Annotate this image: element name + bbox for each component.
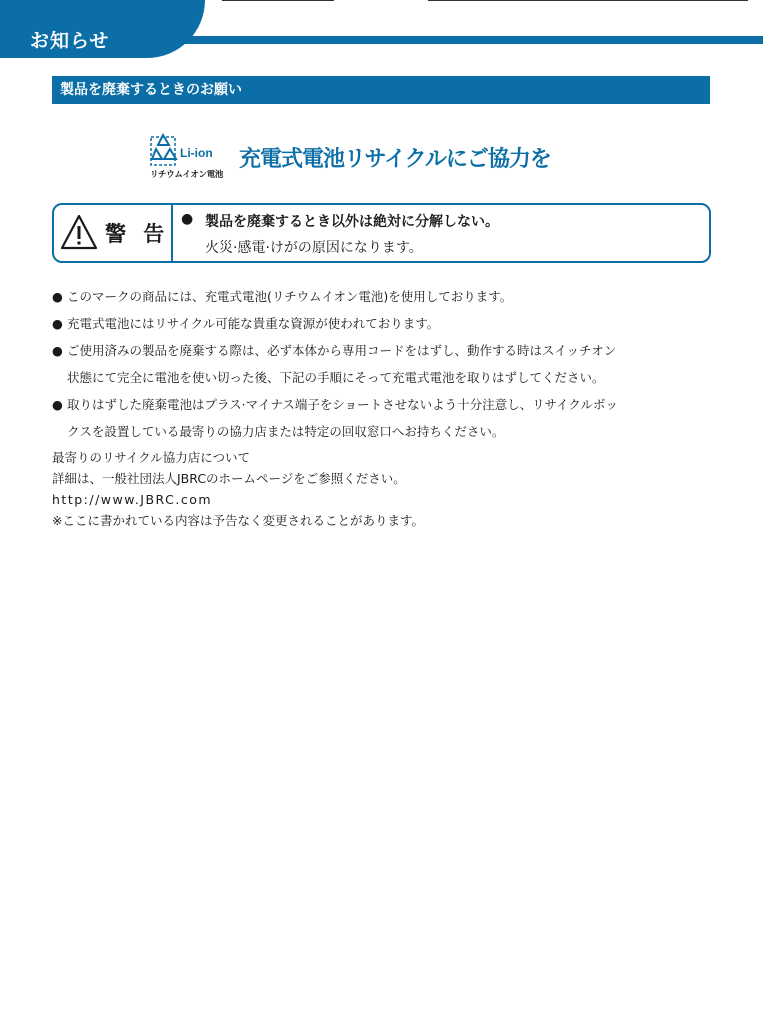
warning-bullet: ● [181,211,194,227]
list-bullet: ● [52,316,63,331]
warning-triangle-icon [60,214,98,250]
warning-text-main: 製品を廃棄するとき以外は絶対に分解しない。 [205,214,499,230]
note-text: 取りはずした廃棄電池はプラス·マイナス端子をショートさせないよう十分注意し、リサイクルボッ [67,397,618,412]
section-title: 製品を廃棄するときのお願い [52,76,710,104]
header-band [150,36,763,44]
warning-text-sub: 火災·感電·けがの原因になります。 [205,240,423,256]
info-detail: 詳細は、一般社団法人JBRCのホームページをご参照ください。 [52,471,406,486]
page-title: お知らせ [30,30,110,52]
header-rule-right [428,0,748,1]
jbrc-url: http://www.JBRC.com [52,492,213,507]
disclaimer: ※ここに書かれている内容は予告なく変更されることがあります。 [52,513,424,528]
warning-label: 警 告 [105,222,170,246]
list-bullet: ● [52,343,63,358]
battery-type-caption: リチウムイオン電池 [150,170,224,180]
note-text: クスを設置している最寄りの協力店または特定の回収窓口へお持ちください。 [67,424,505,439]
note-text: 状態にて完全に電池を使い切った後、下記の手順にそって充電式電池を取りはずしてください。 [67,370,605,385]
note-text: 充電式電池にはリサイクル可能な貴重な資源が使われております。 [67,316,440,331]
note-text: このマークの商品には、充電式電池(リチウムイオン電池)を使用しております。 [67,289,513,304]
list-item [52,337,717,391]
list-item [52,283,717,310]
li-ion-text: Li-ion [180,146,213,160]
info-heading: 最寄りのリサイクル協力店について [52,450,251,465]
list-item [52,310,717,337]
list-item [52,391,717,445]
recycling-info [52,447,424,531]
header-rule-center [222,0,334,1]
recycling-campaign-heading: 充電式電池リサイクルにご協力を [239,147,551,172]
note-text: ご使用済みの製品を廃棄する際は、必ず本体から専用コードをはずし、動作する時はスイッチオン [67,343,617,358]
notes-list [52,283,717,445]
warning-divider [171,203,173,263]
list-bullet: ● [52,397,63,412]
list-bullet: ● [52,289,63,304]
